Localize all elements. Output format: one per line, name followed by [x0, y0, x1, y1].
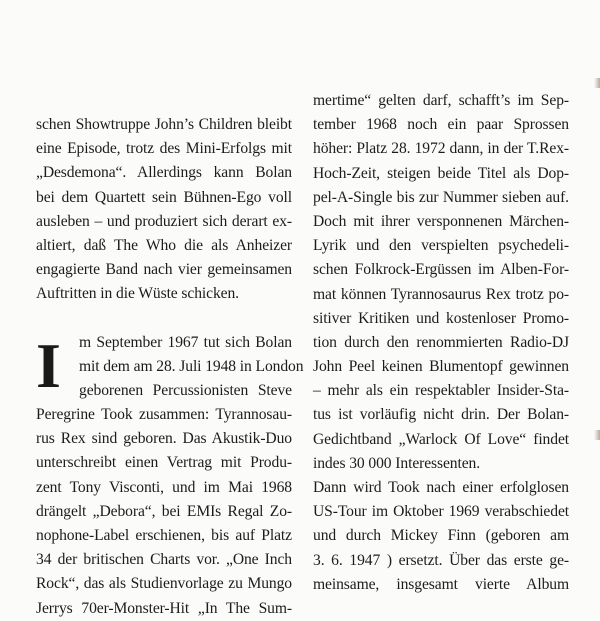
text-line: altiert, daß The Who die als Anheizer: [36, 236, 292, 254]
text-line: „Desdemona“. Allerdings kann Bolan: [36, 164, 292, 182]
text-line: Auftritten in die Wüste schicken.: [36, 285, 239, 303]
paragraph-tyrannosaurus-rex: [36, 329, 304, 621]
paragraph-johns-children: [36, 113, 292, 307]
text-line: US-Tour im Oktober 1969 verabschiedet: [313, 503, 569, 521]
page-edge-mark: [594, 430, 600, 440]
text-line: eine Episode, trotz des Mini-Erfolgs mit: [36, 140, 292, 158]
text-line: Lyrik und den verspielten psychedeli-: [313, 237, 569, 255]
text-line: drängelt „Debora“, bei EMIs Regal Zo-: [36, 502, 292, 520]
text-line: John Peel keinen Blumentopf gewinnen: [313, 358, 569, 376]
text-line: ausleben – und produziert sich derart ex-: [36, 212, 292, 230]
text-line: schen Folkrock-Ergüssen im Alben-For-: [313, 261, 569, 279]
right-column: [313, 92, 569, 597]
drop-cap: I: [36, 329, 61, 401]
left-column: [36, 113, 304, 621]
text-line: 34 der britischen Charts vor. „One Inch: [36, 551, 292, 569]
text-line: sitiver Kritiken und kostenloser Promo-: [313, 309, 569, 327]
text-line: Dann wird Took nach einer erfolglosen: [313, 479, 569, 496]
page-edge-mark: [594, 78, 600, 88]
text-line: tion durch den renommierten Radio-DJ: [313, 333, 569, 351]
text-line: Rock“, das als Studienvorlage zu Mungo: [36, 575, 292, 593]
paragraph-summertime: [313, 89, 569, 476]
paragraph-mickey-finn: [313, 476, 569, 597]
text-line: Jerrys 70er-Monster-Hit „In The Sum-: [36, 599, 292, 617]
text-line: m September 1967 tut sich Bolan: [79, 333, 292, 351]
text-line: nophone-Label erschienen, bis auf Platz: [36, 527, 292, 544]
text-line: 3. 6. 1947 ) ersetzt. Über das erste ge-: [313, 551, 569, 569]
text-line: höher: Platz 28. 1972 dann, in der T.Rex-: [313, 140, 569, 158]
text-line: bei dem Quartett sein Bühnen-Ego voll: [36, 188, 292, 206]
text-line: mertime“ gelten darf, schafft’s im Sep-: [313, 92, 569, 109]
text-line: mat können Tyrannosaurus Rex trotz po-: [313, 285, 569, 303]
text-line: pel-A-Single bis zur Nummer sieben auf.: [313, 188, 569, 206]
paragraph-gap: [36, 307, 292, 331]
text-line: meinsame, insgesamt vierte Album: [313, 575, 569, 593]
text-line: – mehr als ein respektabler Insider-Sta-: [313, 382, 569, 400]
text-line: rus Rex sind geboren. Das Akustik-Duo: [36, 430, 292, 448]
text-line: zent Tony Visconti, und im Mai 1968: [36, 478, 292, 496]
text-line: tus ist vorläufig nicht drin. Der Bolan-: [313, 406, 569, 424]
text-line: tember 1968 noch ein paar Sprossen: [313, 116, 569, 134]
text-line: schen Showtruppe John’s Children bleibt: [36, 116, 292, 133]
text-line: indes 30 000 Interessenten.: [313, 454, 481, 472]
text-line: unterschreibt einen Vertrag mit Produ-: [36, 454, 292, 472]
text-line: Peregrine Took zusammen: Tyrannosau-: [36, 406, 292, 424]
text-line: geborenen Percussionisten Steve: [79, 381, 292, 399]
text-line: mit dem am 28. Juli 1948 in London: [79, 357, 304, 375]
text-line: engagierte Band nach vier gemeinsamen: [36, 261, 292, 279]
text-line: Doch mit ihrer versponnenen Märchen-: [313, 212, 569, 230]
text-line: Hoch-Zeit, steigen beide Titel als Dop-: [313, 164, 569, 182]
text-line: Gedichtband „Warlock Of Love“ findet: [313, 430, 569, 448]
text-line: und durch Mickey Finn (geboren am: [313, 527, 569, 545]
